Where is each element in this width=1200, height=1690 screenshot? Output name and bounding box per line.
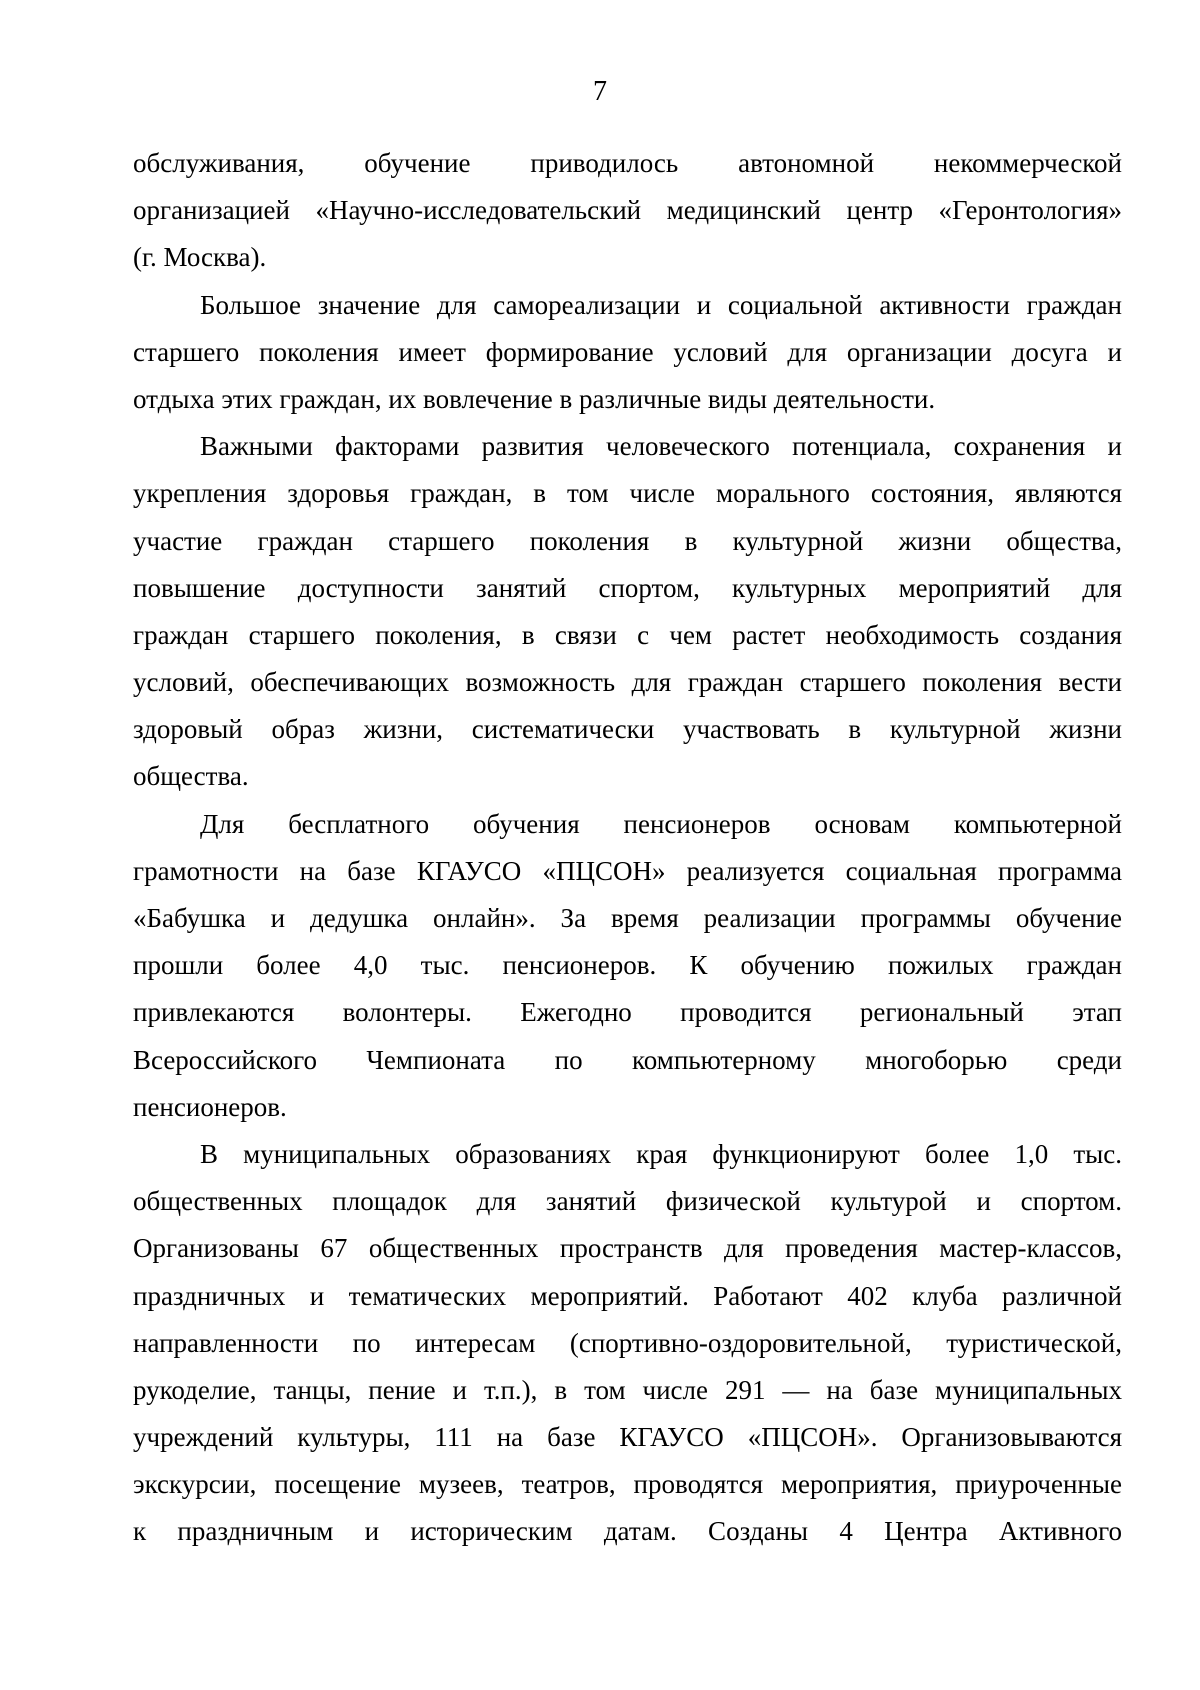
text-line: здоровый образ жизни, систематически участвовать в культурной жизни: [133, 714, 1122, 745]
text-line: отдыха этих граждан, их вовлечение в различные виды деятельности.: [133, 383, 936, 414]
text-line: граждан старшего поколения, в связи с чем растет необходимость создания: [133, 619, 1122, 650]
page-number: 7: [593, 76, 607, 107]
paragraph-first-line: Большое значение для самореализации и социальной активности граждан: [200, 289, 1122, 320]
paragraph-first-line: В муниципальных образованиях края функционируют более 1,0 тыс.: [200, 1138, 1122, 1169]
text-line: укрепления здоровья граждан, в том числе морального состояния, являются: [133, 478, 1122, 509]
text-line: условий, обеспечивающих возможность для граждан старшего поколения вести: [133, 667, 1122, 698]
text-line: общества.: [133, 761, 249, 792]
paragraph-first-line: Для бесплатного обучения пенсионеров основам компьютерной: [200, 808, 1122, 839]
text-line: пенсионеров.: [133, 1091, 287, 1122]
text-line: к праздничным и историческим датам. Созданы 4 Центра Активного: [133, 1516, 1122, 1547]
text-line: повышение доступности занятий спортом, культурных мероприятий для: [133, 572, 1122, 603]
text-line: праздничных и тематических мероприятий. Работают 402 клуба различной: [133, 1280, 1122, 1311]
paragraph-first-line: Важными факторами развития человеческого потенциала, сохранения и: [200, 431, 1122, 462]
text-line: грамотности на базе КГАУСО «ПЦСОН» реализуется социальная программа: [133, 855, 1122, 886]
text-line: обслуживания, обучение приводилось автономной некоммерческой: [133, 148, 1122, 178]
body-text: [133, 140, 1122, 1556]
text-line: участие граждан старшего поколения в культурной жизни общества,: [133, 525, 1122, 556]
text-line: направленности по интересам (спортивно-оздоровительной, туристической,: [133, 1327, 1122, 1358]
text-line: учреждений культуры, 111 на базе КГАУСО «ПЦСОН». Организовываются: [133, 1422, 1122, 1453]
text-line: «Бабушка и дедушка онлайн». За время реализации программы обучение: [133, 903, 1122, 933]
text-line: Всероссийского Чемпионата по компьютерному многоборью среди: [133, 1044, 1122, 1075]
text-line: старшего поколения имеет формирование условий для организации досуга и: [133, 336, 1122, 367]
text-line: привлекаются волонтеры. Ежегодно проводится региональный этап: [133, 997, 1122, 1028]
text-line: рукоделие, танцы, пение и т.п.), в том числе 291 — на базе муниципальных: [133, 1374, 1122, 1405]
text-line: Организованы 67 общественных пространств для проведения мастер-классов,: [133, 1233, 1122, 1264]
text-line: общественных площадок для занятий физической культурой и спортом.: [133, 1186, 1122, 1217]
text-line: организацией «Научно-исследовательский медицинский центр «Геронтология»: [133, 195, 1122, 226]
text-line: прошли более 4,0 тыс. пенсионеров. К обучению пожилых граждан: [133, 950, 1122, 981]
text-line: (г. Москва).: [133, 242, 267, 273]
text-line: экскурсии, посещение музеев, театров, проводятся мероприятия, приуроченные: [133, 1469, 1122, 1500]
